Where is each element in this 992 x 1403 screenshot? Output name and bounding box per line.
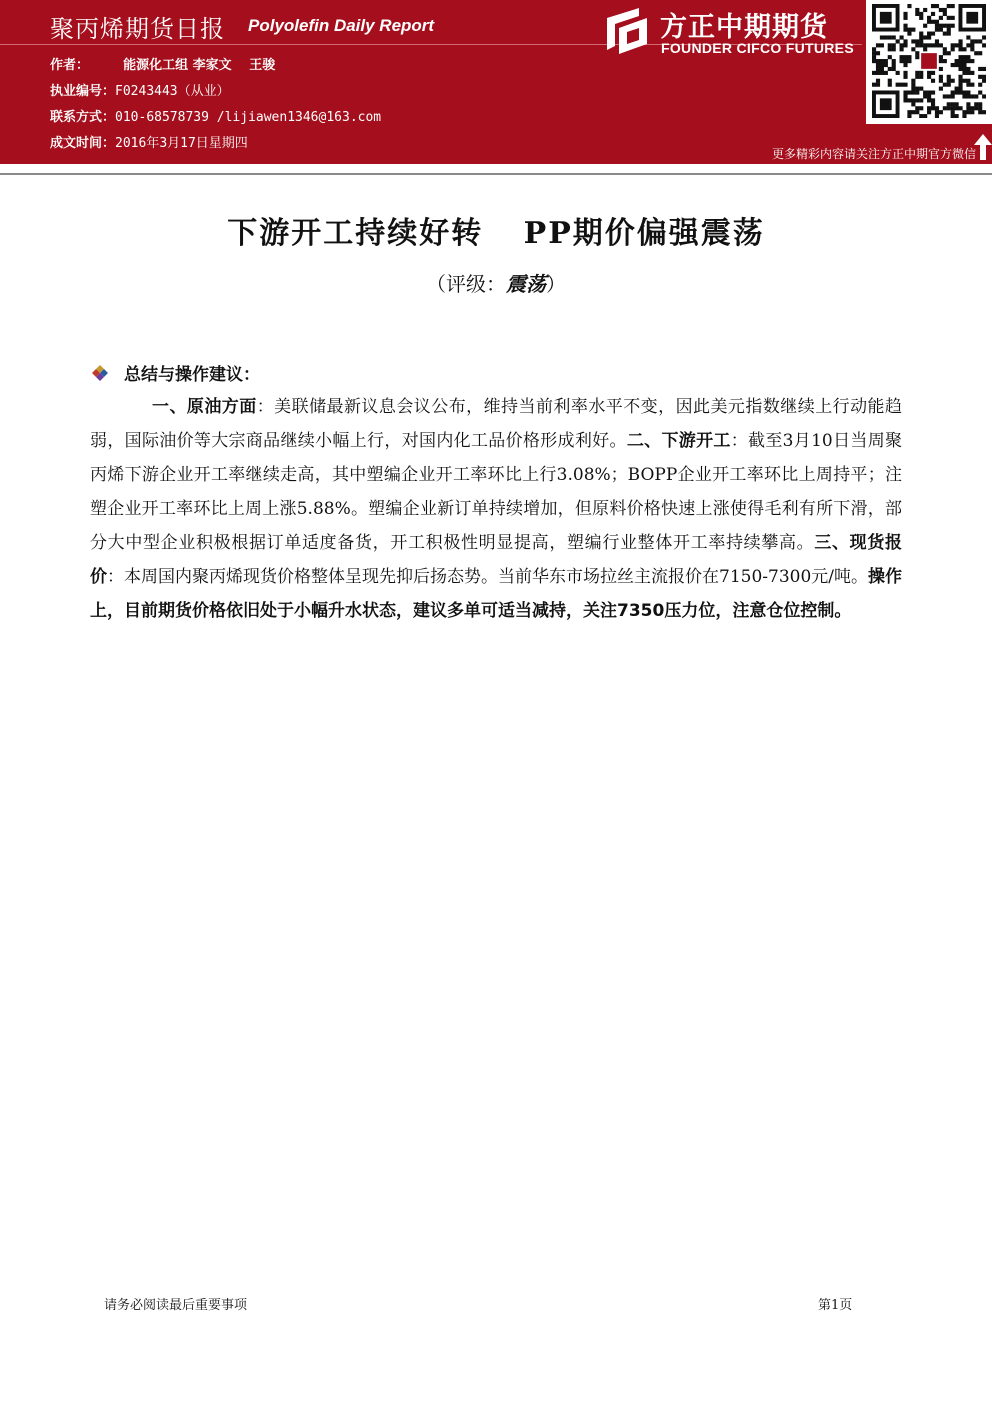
license-value: F0243443（从业）	[115, 84, 230, 99]
contact-row	[50, 106, 381, 125]
bullet-diamond-icon	[92, 365, 108, 381]
date-row	[50, 132, 248, 151]
author-label: 作者：	[50, 58, 90, 73]
contact-label: 联系方式：	[50, 110, 116, 125]
report-title-cn: 聚丙烯期货日报	[50, 15, 225, 43]
downstream-text: ：截至3月10日当周聚丙烯下游企业开工率继续走高，其中塑编企业开工率环比上行3.08%；BOPP企业开工率环比上周持平；注塑企业开工率环比上周上涨5.88%。塑编企业新订单持续增加，但原料价格快速上涨使得毛利有所下滑，部分大中型企业积极根据订单适度备货，开工积极性明显提高，塑编行业整体开工率持续攀高。	[90, 431, 903, 553]
follow-wechat-note: 更多精彩内容请关注方正中期官方微信	[771, 147, 976, 161]
date-value: 2016年3月17日星期四	[115, 136, 248, 151]
rating-close: ）	[546, 272, 566, 296]
license-label: 执业编号：	[50, 84, 116, 99]
company-logo-cn: 方正中期期货	[660, 12, 828, 43]
spot-price-heading: 三、现货报价	[90, 533, 903, 587]
rating-open: （评级：	[426, 272, 506, 296]
page-number: 第1页	[818, 1298, 853, 1313]
report-headline: 下游开工持续好转 PP期价偏强震荡	[227, 216, 765, 251]
operation-advice: 操作上，目前期货价格依旧处于小幅升水状态，建议多单可适当减持，关注7350压力位，注意仓位控制。	[90, 567, 902, 621]
summary-heading	[92, 360, 260, 385]
downstream-heading: 二、下游开工	[626, 431, 731, 451]
rating-value: 震荡	[506, 272, 546, 296]
report-title-en: Polyolefin Daily Report	[248, 16, 435, 35]
author-row	[50, 54, 275, 73]
summary-heading-text: 总结与操作建议：	[124, 365, 260, 385]
footer-notice: 请务必阅读最后重要事项	[104, 1298, 248, 1313]
license-row	[50, 80, 230, 99]
arrow-up-icon	[974, 134, 992, 160]
contact-value: 010-68578739 /lijiawen1346@163.com	[115, 110, 382, 125]
wechat-qr-code	[866, 0, 992, 124]
crude-oil-heading: 一、原油方面	[152, 397, 257, 417]
date-label: 成文时间：	[50, 136, 116, 151]
report-header	[0, 0, 992, 164]
header-separator	[0, 173, 992, 175]
spot-price-text: ：本周国内聚丙烯现货价格整体呈现先抑后扬态势。当前华东市场拉丝主流报价在7150-7300元/吨。	[107, 567, 868, 587]
author-value: 能源化工组 李家文 王骏	[123, 58, 276, 73]
crude-oil-text: ：美联储最新议息会议公布，维持当前利率水平不变，因此美元指数继续上行动能趋弱，国际油价等大宗商品继续小幅上行，对国内化工品价格形成利好。	[90, 397, 903, 451]
rating-line	[0, 268, 992, 297]
summary-paragraph	[90, 390, 902, 628]
company-logo-en: FOUNDER CIFCO FUTURES	[661, 40, 854, 56]
founder-logo-icon	[603, 8, 653, 54]
